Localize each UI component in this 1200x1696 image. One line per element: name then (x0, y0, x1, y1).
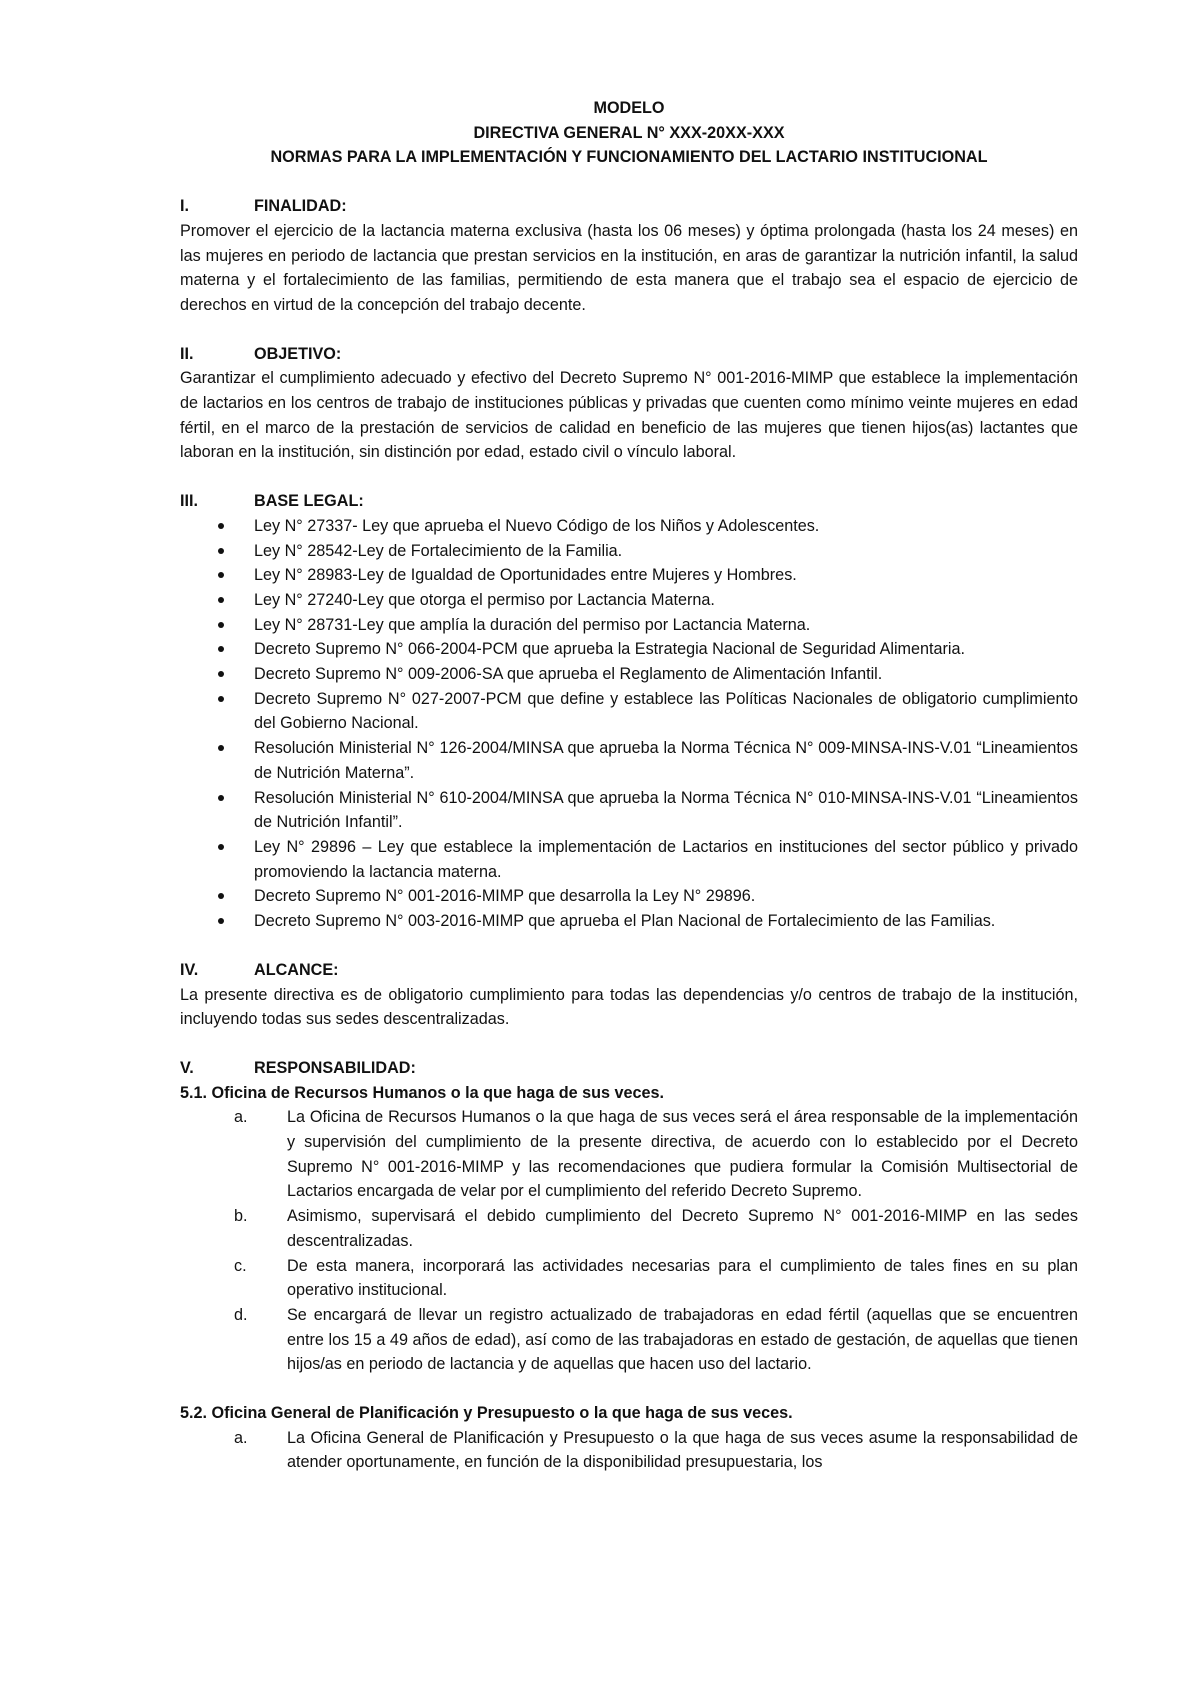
item-letter: b. (234, 1207, 248, 1226)
section-heading-responsabilidad (180, 1056, 1078, 1081)
list-item: Decreto Supremo N° 009-2006-SA que aprueba el Reglamento de Alimentación Infantil. (180, 662, 1078, 687)
bullet-icon (218, 597, 224, 603)
list-item: c. De esta manera, incorporará las actividades necesarias para el cumplimiento de tales fines en su plan operativo institucional. (180, 1254, 1078, 1303)
bullet-icon (218, 844, 224, 850)
section-heading-base-legal (180, 489, 1078, 514)
list-item: d. Se encargará de llevar un registro actualizado de trabajadoras en edad fértil (aquellas que se encuentren entre los 15 a 49 años de edad), así como de las trabajadoras en estado de gestación, de aquellas que tienen hijos/as en periodo de lactancia y de aquellas que hacen uso del lactario. (180, 1303, 1078, 1377)
section-heading-finalidad (180, 194, 1078, 219)
item-letter: d. (234, 1305, 248, 1324)
item-letter: a. (234, 1428, 248, 1447)
planificacion-list (180, 1426, 1078, 1475)
list-item: Ley N° 27337- Ley que aprueba el Nuevo Código de los Niños y Adolescentes. (180, 514, 1078, 539)
list-item: Decreto Supremo N° 003-2016-MIMP que aprueba el Plan Nacional de Fortalecimiento de las Familias. (180, 909, 1078, 934)
section-heading-objetivo (180, 342, 1078, 367)
section-title: FINALIDAD: (254, 197, 347, 216)
bullet-icon (218, 696, 224, 702)
section-title: BASE LEGAL: (254, 492, 364, 511)
list-item: a. La Oficina General de Planificación y Presupuesto o la que haga de sus veces asume la responsabilidad de atender oportunamente, en función de la disponibilidad presupuestaria, los (180, 1426, 1078, 1475)
bullet-icon (218, 918, 224, 924)
base-legal-list (180, 514, 1078, 934)
section-heading-alcance (180, 958, 1078, 983)
list-item: Ley N° 27240-Ley que otorga el permiso por Lactancia Materna. (180, 588, 1078, 613)
subsection-heading-planificacion: 5.2. Oficina General de Planificación y Presupuesto o la que haga de sus veces. (180, 1404, 793, 1423)
section-text-finalidad: Promover el ejercicio de la lactancia materna exclusiva (hasta los 06 meses) y óptima prolongada (hasta los 24 meses) en las mujeres en periodo de lactancia que prestan servicios en la institución, en aras de garantizar la nutrición infantil, la salud materna y el fortalecimiento de las familias, permitiendo de esta manera que el trabajo sea el espacio de ejercicio de derechos en virtud de la concepción del trabajo decente. (180, 221, 1078, 314)
section-number: I. (180, 197, 189, 216)
section-text-objetivo: Garantizar el cumplimiento adecuado y efectivo del Decreto Supremo N° 001-2016-MIMP que establece la implementación de lactarios en los centros de trabajo de instituciones públicas y privadas que cuenten como mínimo veinte mujeres en edad fértil, en el marco de la prestación de servicios de calidad en beneficio de las mujeres que tienen hijos(as) lactantes que laboran en la institución, sin distinción por edad, estado civil o vínculo laboral. (180, 369, 1078, 462)
bullet-icon (218, 523, 224, 529)
list-item: Resolución Ministerial N° 610-2004/MINSA que aprueba la Norma Técnica N° 010-MINSA-INS-V.01 “Lineamientos de Nutrición Infantil”. (180, 786, 1078, 835)
list-item: Decreto Supremo N° 066-2004-PCM que aprueba la Estrategia Nacional de Seguridad Alimentaria. (180, 637, 1078, 662)
list-item: Decreto Supremo N° 027-2007-PCM que define y establece las Políticas Nacionales de obligatorio cumplimiento del Gobierno Nacional. (180, 687, 1078, 736)
list-item: Ley N° 28731-Ley que amplía la duración del permiso por Lactancia Materna. (180, 613, 1078, 638)
bullet-icon (218, 548, 224, 554)
list-item: Ley N° 28983-Ley de Igualdad de Oportunidades entre Mujeres y Hombres. (180, 563, 1078, 588)
list-item: Ley N° 28542-Ley de Fortalecimiento de la Familia. (180, 539, 1078, 564)
list-item: Resolución Ministerial N° 126-2004/MINSA que aprueba la Norma Técnica N° 009-MINSA-INS-V.01 “Lineamientos de Nutrición Materna”. (180, 736, 1078, 785)
document-body (180, 96, 1078, 1475)
subsection-heading-rrhh: 5.1. Oficina de Recursos Humanos o la que haga de sus veces. (180, 1083, 665, 1102)
item-letter: a. (234, 1108, 248, 1127)
bullet-icon (218, 795, 224, 801)
list-item: a. La Oficina de Recursos Humanos o la que haga de sus veces será el área responsable de la implementación y supervisión del cumplimiento de la presente directiva, de acuerdo con lo establecido por el Decreto Supremo N° 001-2016-MIMP y las recomendaciones que pudiera formular la Comisión Multisectorial de Lactarios encargada de velar por el cumplimiento del referido Decreto Supremo. (180, 1105, 1078, 1204)
bullet-icon (218, 893, 224, 899)
bullet-icon (218, 745, 224, 751)
bullet-icon (218, 671, 224, 677)
bullet-icon (218, 646, 224, 652)
list-item: b. Asimismo, supervisará el debido cumplimiento del Decreto Supremo N° 001-2016-MIMP en las sedes descentralizadas. (180, 1204, 1078, 1253)
section-number: III. (180, 492, 198, 511)
document-title-modelo: MODELO (593, 99, 665, 117)
section-number: IV. (180, 960, 199, 979)
list-item: Ley N° 29896 – Ley que establece la implementación de Lactarios en instituciones del sector público y privado promoviendo la lactancia materna. (180, 835, 1078, 884)
section-title: OBJETIVO: (254, 344, 342, 363)
section-number: V. (180, 1058, 194, 1077)
section-title: ALCANCE: (254, 960, 339, 979)
section-title: RESPONSABILIDAD: (254, 1058, 416, 1077)
item-letter: c. (234, 1256, 247, 1275)
bullet-icon (218, 572, 224, 578)
bullet-icon (218, 622, 224, 628)
document-title-directiva: DIRECTIVA GENERAL N° XXX-20XX-XXX (473, 123, 785, 142)
document-title-normas: NORMAS PARA LA IMPLEMENTACIÓN Y FUNCIONAMIENTO DEL LACTARIO INSTITUCIONAL (270, 148, 988, 167)
rrhh-list (180, 1105, 1078, 1377)
list-item: Decreto Supremo N° 001-2016-MIMP que desarrolla la Ley N° 29896. (180, 884, 1078, 909)
section-text-alcance: La presente directiva es de obligatorio cumplimiento para todas las dependencias y/o centros de trabajo de la institución, incluyendo todas sus sedes descentralizadas. (180, 985, 1078, 1029)
section-number: II. (180, 344, 194, 363)
